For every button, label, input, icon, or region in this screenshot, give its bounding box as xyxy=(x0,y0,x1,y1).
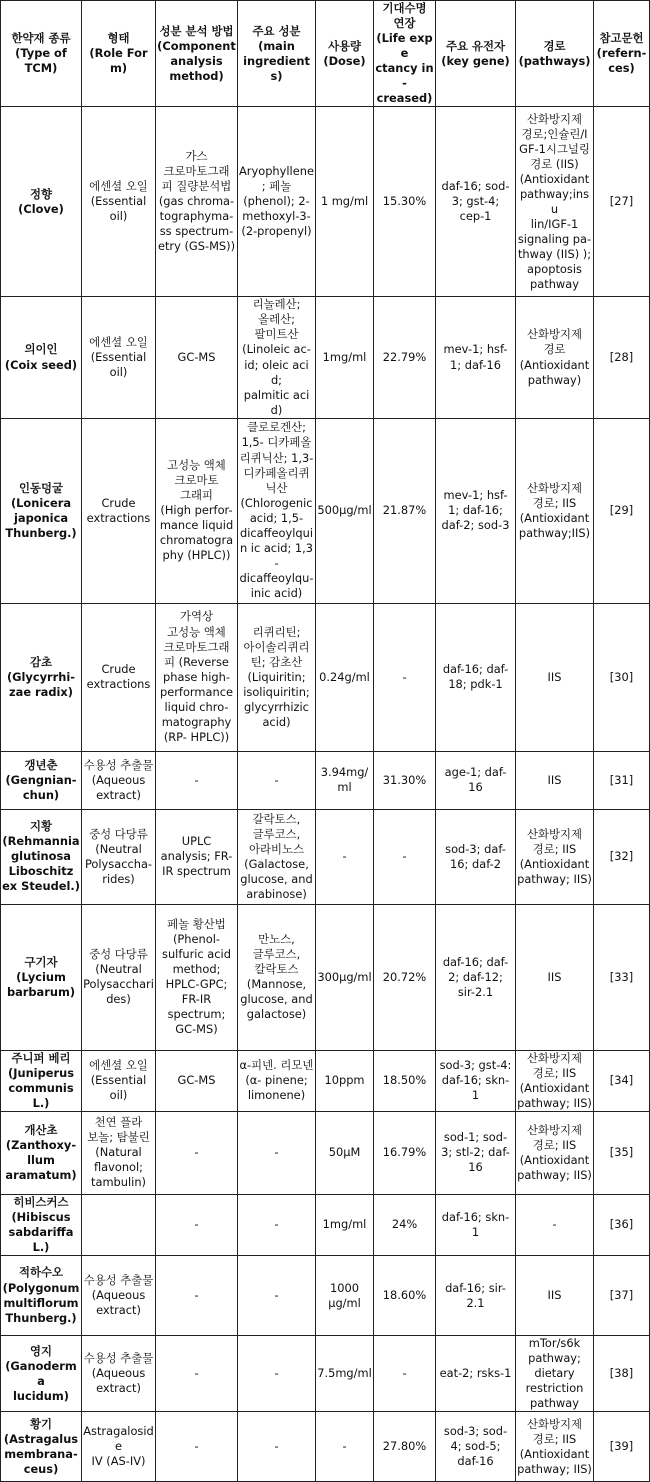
reference-cell: [34] xyxy=(594,1050,650,1111)
gene-cell: eat-2; rsks-1 xyxy=(436,1336,516,1412)
method-cell: GC-MS xyxy=(156,297,238,418)
pathway-cell: 산화방지제 경로; IIS (Antioxidant pathway; IIS) xyxy=(516,1412,594,1482)
pathway-cell: IIS xyxy=(516,603,594,751)
form-cell: 수용성 추출물 (Aqueous extract) xyxy=(82,1336,156,1412)
ingredients-cell: 클로로겐산; 1,5- 디카페올 리퀴닉산; 1,3- 디카페올리퀴 닉산 (Chlorogenic acid; 1,5- dicaffeoylqui n ic acid; 1,3- dicaffeoylqu- inic acid) xyxy=(238,418,316,603)
form-cell: Crude extractions xyxy=(82,418,156,603)
dose-cell: 1mg/ml xyxy=(316,297,374,418)
ingredients-cell: - xyxy=(238,1111,316,1194)
header-gene: 주요 유전자 (key gene) xyxy=(436,1,516,107)
dose-cell: 50µM xyxy=(316,1111,374,1194)
lifespan-cell: 18.50% xyxy=(374,1050,436,1111)
lifespan-cell: 15.30% xyxy=(374,107,436,297)
table-row xyxy=(1,297,650,418)
gene-cell: daf-16; daf- 18; pdk-1 xyxy=(436,603,516,751)
tcm-name-cell: 적하수오 (Polygonum multiflorum Thunberg.) xyxy=(1,1256,82,1336)
reference-cell: [31] xyxy=(594,751,650,809)
pathway-cell: 산화방지제 경로; IIS (Antioxidant pathway;IIS) xyxy=(516,418,594,603)
ingredients-cell: - xyxy=(238,1412,316,1482)
table-row xyxy=(1,1111,650,1194)
dose-cell: 500µg/ml xyxy=(316,418,374,603)
tcm-name-cell: 정향 (Clove) xyxy=(1,107,82,297)
header-lifespan: 기대수명 연장 (Life expe ctancy in- creased) xyxy=(375,1,434,106)
tcm-name-cell: 지황 (Rehmannia glutinosa Liboschitz ex Steudel.) xyxy=(1,809,82,904)
table-row xyxy=(1,809,650,904)
pathway-cell: IIS xyxy=(516,904,594,1050)
lifespan-cell: 22.79% xyxy=(374,297,436,418)
pathway-cell: - xyxy=(516,1194,594,1255)
lifespan-cell: 27.80% xyxy=(374,1412,436,1482)
method-cell: 가스 크로마토그래 피 질량분석법 (gas chroma- tographyma- ss spectrum- etry (GS-MS)) xyxy=(156,107,238,297)
gene-cell: sod-3; sod- 4; sod-5; daf-16 xyxy=(436,1412,516,1482)
ingredients-cell: - xyxy=(238,751,316,809)
gene-cell: daf-16; skn- 1 xyxy=(436,1194,516,1255)
form-cell: 수용성 추출물 (Aqueous extract) xyxy=(82,751,156,809)
dose-cell: - xyxy=(316,809,374,904)
tcm-name-cell: 갱년춘 (Gengnian- chun) xyxy=(1,751,82,809)
tcm-name-cell: 구기자 (Lycium barbarum) xyxy=(1,904,82,1050)
gene-cell: age-1; daf- 16 xyxy=(436,751,516,809)
header-refs: 참고문헌 (refern- ces) xyxy=(594,1,650,107)
pathway-cell: mTor/s6k pathway; dietary restriction pathway xyxy=(516,1336,594,1412)
ingredients-cell: - xyxy=(238,1194,316,1255)
table-row xyxy=(1,904,650,1050)
method-cell: - xyxy=(156,1194,238,1255)
lifespan-cell: 24% xyxy=(374,1194,436,1255)
form-cell: 중성 다당류 (Neutral Polysaccha- rides) xyxy=(82,809,156,904)
gene-cell: daf-16; sod- 3; gst-4; cep-1 xyxy=(436,107,516,297)
dose-cell: 10ppm xyxy=(316,1050,374,1111)
form-cell xyxy=(82,1194,156,1255)
tcm-name-cell: 의이인 (Coix seed) xyxy=(1,297,82,418)
tcm-name-cell: 히비스커스 (Hibiscus sabdariffa L.) xyxy=(1,1194,82,1255)
dose-cell: 3.94mg/ ml xyxy=(316,751,374,809)
table-row xyxy=(1,751,650,809)
method-cell: - xyxy=(156,1336,238,1412)
tcm-name-cell: 영지 (Ganoderma lucidum) xyxy=(1,1336,82,1412)
header-form: 형태 (Role Form) xyxy=(82,1,156,107)
method-cell: UPLC analysis; FR- IR spectrum xyxy=(156,809,238,904)
reference-cell: [36] xyxy=(594,1194,650,1255)
header-ingredients: 주요 성분 (main ingredients) xyxy=(238,1,316,107)
reference-cell: [27] xyxy=(594,107,650,297)
header-pathway: 경로 (pathways) xyxy=(516,1,594,107)
reference-cell: [30] xyxy=(594,603,650,751)
method-cell: - xyxy=(156,1412,238,1482)
header-dose: 사용량 (Dose) xyxy=(316,1,374,107)
ingredients-cell: 만노스, 글루코스, 칼락토스 (Mannose, glucose, and galactose) xyxy=(238,904,316,1050)
table-row xyxy=(1,1256,650,1336)
ingredients-cell: Aryophyllene ; 페놀 (phenol); 2- methoxyl-3- (2-propenyl) xyxy=(238,107,316,297)
lifespan-cell: - xyxy=(374,1336,436,1412)
pathway-cell: 산화방지제 경로; IIS (Antioxidant pathway; IIS) xyxy=(516,1111,594,1194)
gene-cell: sod-1; sod- 3; stl-2; daf- 16 xyxy=(436,1111,516,1194)
method-cell: GC-MS xyxy=(156,1050,238,1111)
method-cell: - xyxy=(156,1256,238,1336)
dose-cell: 0.24g/ml xyxy=(316,603,374,751)
lifespan-cell: 21.87% xyxy=(374,418,436,603)
table-row xyxy=(1,1336,650,1412)
lifespan-cell: 20.72% xyxy=(374,904,436,1050)
method-cell: - xyxy=(156,751,238,809)
dose-cell: - xyxy=(316,1412,374,1482)
gene-cell: sod-3; gst-4: daf-16; skn- 1 xyxy=(436,1050,516,1111)
reference-cell: [29] xyxy=(594,418,650,603)
table-row xyxy=(1,1412,650,1482)
reference-cell: [35] xyxy=(594,1111,650,1194)
pathway-cell: 산화방지제 경로 (Antioxidant pathway) xyxy=(516,297,594,418)
form-cell: 수용성 추출물 (Aqueous extract) xyxy=(82,1256,156,1336)
dose-cell: 1mg/ml xyxy=(316,1194,374,1255)
gene-cell: daf-16; daf- 2; daf-12; sir-2.1 xyxy=(436,904,516,1050)
tcm-name-cell: 인동덩굴 (Lonicera japonica Thunberg.) xyxy=(1,418,82,603)
tcm-name-cell: 감초 (Glycyrrhi- zae radix) xyxy=(1,603,82,751)
method-cell: 고성능 액체 크로마토 그래피 (High perfor- mance liquid chromatogra phy (HPLC)) xyxy=(156,418,238,603)
reference-cell: [32] xyxy=(594,809,650,904)
lifespan-cell: 16.79% xyxy=(374,1111,436,1194)
tcm-name-cell: 개산초 (Zanthoxy- llum aramatum) xyxy=(1,1111,82,1194)
reference-cell: [28] xyxy=(594,297,650,418)
table-row xyxy=(1,418,650,603)
ingredients-cell: 갈락토스, 글루코스, 아라비노스 (Galactose, glucose, and arabinose) xyxy=(238,809,316,904)
lifespan-cell: - xyxy=(374,603,436,751)
ingredients-cell: 리놀레산; 올레산; 팔미트산 (Linoleic ac- id; oleic acid; palmitic acid) xyxy=(238,297,316,418)
pathway-cell: IIS xyxy=(516,1256,594,1336)
table-row xyxy=(1,603,650,751)
header-method: 성분 분석 방법 (Component analysis method) xyxy=(156,1,238,107)
method-cell: 페놀 황산법 (Phenol- sulfuric acid method; HPLC-GPC; FR-IR spectrum; GC-MS) xyxy=(156,904,238,1050)
ingredients-cell: 리퀴리틴; 아이솔리퀴리 틴; 감초산 (Liquiritin; isoliquiritin; glycyrrhizic acid) xyxy=(238,603,316,751)
gene-cell: mev-1; hsf- 1; daf-16; daf-2; sod-3 xyxy=(436,418,516,603)
form-cell: 에센셜 오일 (Essential oil) xyxy=(82,1050,156,1111)
tcm-name-cell: 황기 (Astragalus membrana- ceus) xyxy=(1,1412,82,1482)
dose-cell: 7.5mg/ml xyxy=(316,1336,374,1412)
lifespan-cell: 18.60% xyxy=(374,1256,436,1336)
form-cell: 에센셜 오일 (Essential oil) xyxy=(82,107,156,297)
gene-cell: daf-16; sir- 2.1 xyxy=(436,1256,516,1336)
reference-cell: [38] xyxy=(594,1336,650,1412)
method-cell: 가역상 고성능 액체 크로마토그래 피 (Reverse phase high- performance liquid chro- matography (RP- HPLC)) xyxy=(156,603,238,751)
dose-cell: 1 mg/ml xyxy=(316,107,374,297)
pathway-cell: 산화방지제 경로;인슐린/I GF-1시그널링 경로 (IIS) (Antioxidant pathway;insu lin/IGF-1 signaling pa- thway (IIS) ); apoptosis pathway xyxy=(516,107,594,297)
form-cell: Crude extractions xyxy=(82,603,156,751)
reference-cell: [39] xyxy=(594,1412,650,1482)
table-row xyxy=(1,1050,650,1111)
reference-cell: [33] xyxy=(594,904,650,1050)
dose-cell: 1000 µg/ml xyxy=(316,1256,374,1336)
tcm-name-cell: 주니퍼 베리 (Juniperus communis L.) xyxy=(1,1050,82,1111)
lifespan-cell: - xyxy=(374,809,436,904)
form-cell: 중성 다당류 (Neutral Polysacchari des) xyxy=(82,904,156,1050)
lifespan-cell: 31.30% xyxy=(374,751,436,809)
pathway-cell: IIS xyxy=(516,751,594,809)
gene-cell: mev-1; hsf- 1; daf-16 xyxy=(436,297,516,418)
header-row xyxy=(1,1,650,107)
form-cell: 천연 플라 보놀; 탐불린 (Natural flavonol; tambulin) xyxy=(82,1111,156,1194)
reference-cell: [37] xyxy=(594,1256,650,1336)
form-cell: Astragaloside IV (AS-IV) xyxy=(82,1412,156,1482)
dose-cell: 300µg/ml xyxy=(316,904,374,1050)
gene-cell: sod-3; daf- 16; daf-2 xyxy=(436,809,516,904)
table-row xyxy=(1,1194,650,1255)
pathway-cell: 산화방지제 경로; IIS (Antioxidant pathway; IIS) xyxy=(516,809,594,904)
form-cell: 에센셜 오일 (Essential oil) xyxy=(82,297,156,418)
header-type: 한약재 종류 (Type of TCM) xyxy=(1,1,82,107)
table-row xyxy=(1,107,650,297)
ingredients-cell: - xyxy=(238,1336,316,1412)
ingredients-cell: α-피넨. 리모넨 (α- pinene; limonene) xyxy=(238,1050,316,1111)
pathway-cell: 산화방지제 경로; IIS (Antioxidant pathway; IIS) xyxy=(517,1050,592,1110)
method-cell: - xyxy=(156,1111,238,1194)
ingredients-cell: - xyxy=(238,1256,316,1336)
table-body xyxy=(1,107,650,1482)
